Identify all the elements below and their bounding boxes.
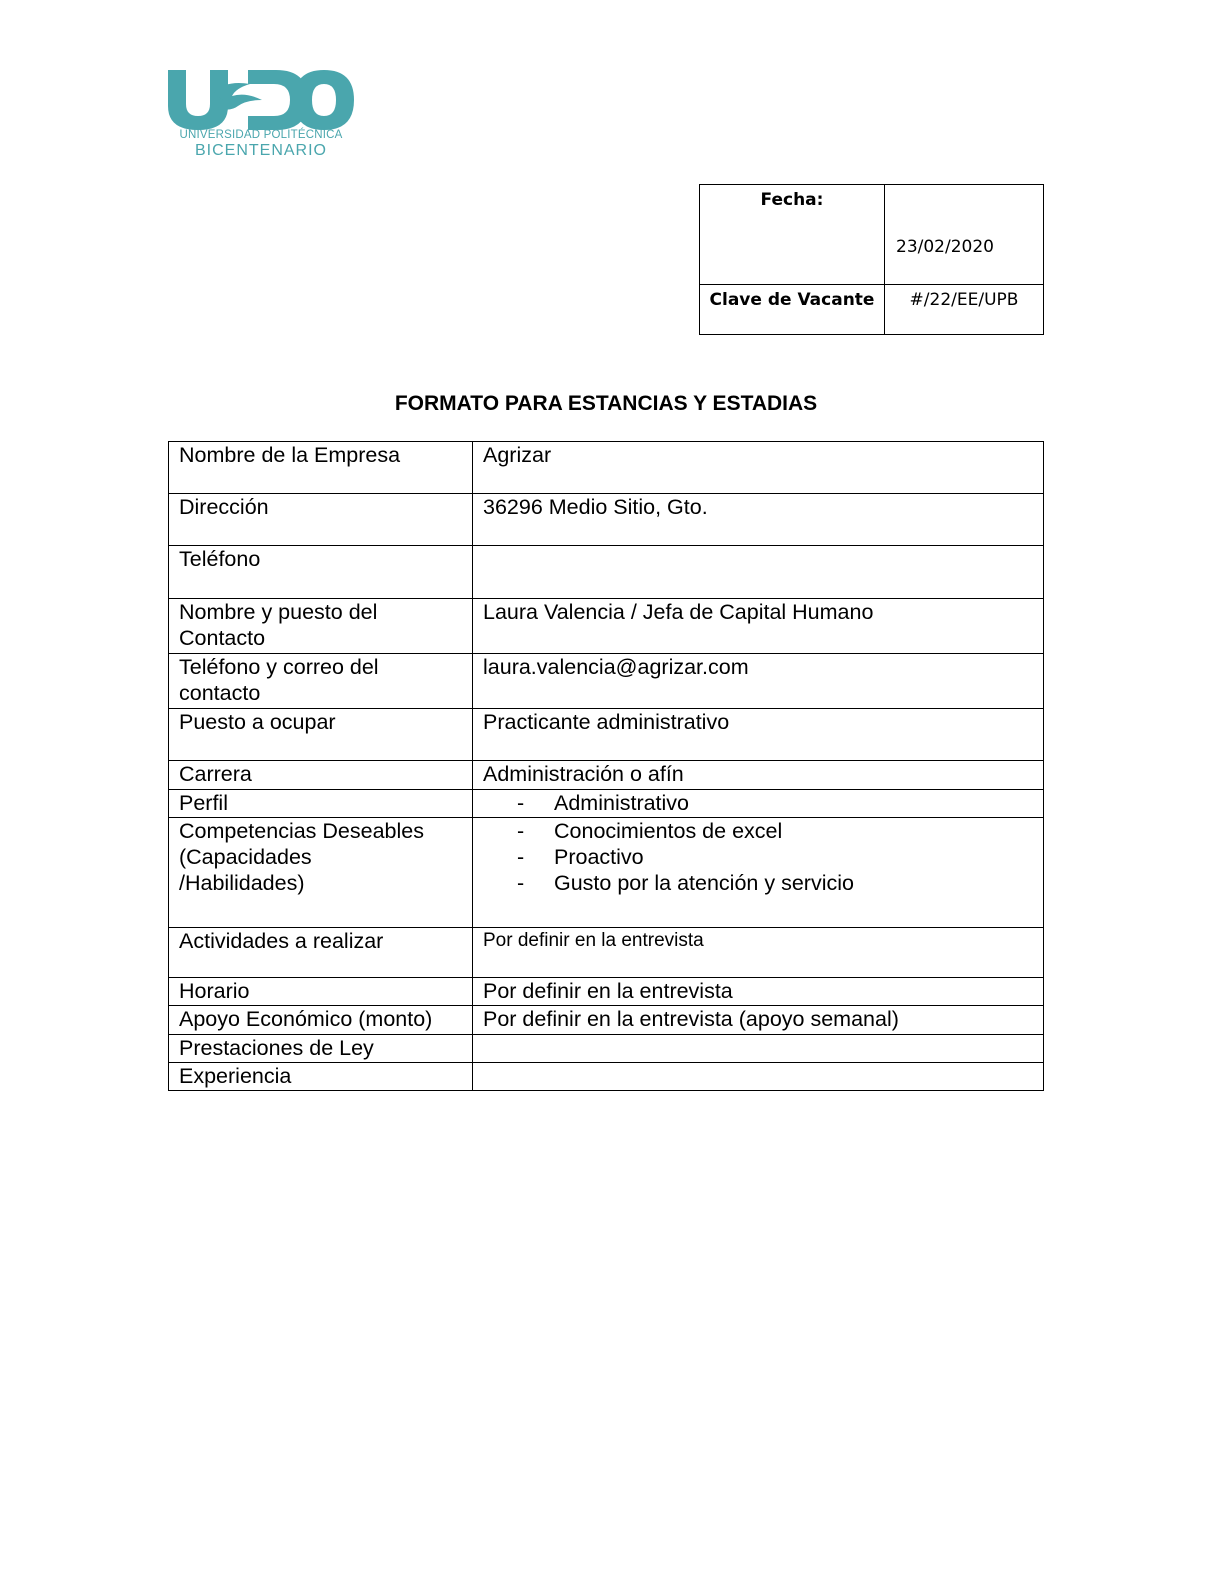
contacto-value: Laura Valencia / Jefa de Capital Humano — [473, 599, 1044, 654]
competencia-item-text: Conocimientos de excel — [554, 819, 783, 843]
experiencia-value — [473, 1063, 1044, 1091]
vacancy-details-table — [168, 441, 1044, 1091]
puesto-label: Puesto a ocupar — [169, 709, 473, 761]
empresa-label: Nombre de la Empresa — [169, 442, 473, 494]
empresa-value: Agrizar — [473, 442, 1044, 494]
table-row — [169, 654, 1044, 709]
correo-value: laura.valencia@agrizar.com — [473, 654, 1044, 709]
table-row — [169, 494, 1044, 546]
contacto-label-line2: Contacto — [179, 626, 266, 650]
bullet-dash: - — [517, 845, 525, 869]
vacancy-meta-table — [699, 184, 1044, 335]
apoyo-label: Apoyo Económico (monto) — [169, 1006, 473, 1035]
fecha-row — [700, 185, 1044, 285]
carrera-label: Carrera — [169, 761, 473, 790]
competencia-item-text: Proactivo — [554, 845, 644, 869]
list-item — [483, 870, 1043, 896]
puesto-value: Practicante administrativo — [473, 709, 1044, 761]
table-row — [169, 790, 1044, 818]
list-item — [483, 844, 1043, 870]
table-row — [169, 761, 1044, 790]
university-logo — [166, 66, 358, 162]
competencias-label-line2: (Capacidades — [179, 845, 312, 869]
bullet-dash: - — [517, 871, 525, 895]
prestaciones-label: Prestaciones de Ley — [169, 1035, 473, 1063]
actividades-label: Actividades a realizar — [169, 928, 473, 978]
logo-university-text: UNIVERSIDAD POLITÉCNICA — [179, 129, 343, 141]
perfil-item-text: Administrativo — [554, 791, 690, 815]
competencias-value — [473, 818, 1044, 928]
apoyo-value: Por definir en la entrevista (apoyo semanal) — [473, 1006, 1044, 1035]
experiencia-label: Experiencia — [169, 1063, 473, 1091]
competencias-label-line1: Competencias Deseables — [179, 819, 424, 843]
horario-value: Por definir en la entrevista — [473, 978, 1044, 1006]
correo-label-line2: contacto — [179, 681, 261, 705]
clave-value: #/22/EE/UPB — [885, 285, 1044, 335]
perfil-value — [473, 790, 1044, 818]
contacto-label-line1: Nombre y puesto del — [179, 600, 378, 624]
bullet-dash: - — [517, 819, 525, 843]
table-row — [169, 1006, 1044, 1035]
table-row — [169, 818, 1044, 928]
table-row — [169, 978, 1044, 1006]
logo-bicentenario-text: BICENTENARIO — [194, 142, 327, 159]
competencias-label-line3: /Habilidades) — [179, 871, 305, 895]
fecha-value: 23/02/2020 — [885, 185, 1044, 285]
form-title: FORMATO PARA ESTANCIAS Y ESTADIAS — [394, 392, 818, 415]
competencia-item-text: Gusto por la atención y servicio — [554, 871, 854, 895]
table-row — [169, 546, 1044, 599]
table-row — [169, 1063, 1044, 1091]
prestaciones-value — [473, 1035, 1044, 1063]
table-row — [169, 442, 1044, 494]
telefono-value — [473, 546, 1044, 599]
list-item — [483, 790, 1043, 816]
contacto-label — [169, 599, 473, 654]
correo-label — [169, 654, 473, 709]
table-row — [169, 1035, 1044, 1063]
correo-label-line1: Teléfono y correo del — [179, 655, 379, 679]
fecha-label: Fecha: — [700, 185, 885, 285]
telefono-label: Teléfono — [169, 546, 473, 599]
direccion-value: 36296 Medio Sitio, Gto. — [473, 494, 1044, 546]
carrera-value: Administración o afín — [473, 761, 1044, 790]
table-row — [169, 928, 1044, 978]
clave-row — [700, 285, 1044, 335]
table-row — [169, 709, 1044, 761]
direccion-label: Dirección — [169, 494, 473, 546]
actividades-value: Por definir en la entrevista — [473, 928, 1044, 978]
bullet-dash: - — [517, 791, 525, 815]
horario-label: Horario — [169, 978, 473, 1006]
table-row — [169, 599, 1044, 654]
competencias-label — [169, 818, 473, 928]
list-item — [483, 818, 1043, 844]
upb-logo-icon — [166, 66, 356, 130]
perfil-label: Perfil — [169, 790, 473, 818]
clave-label: Clave de Vacante — [700, 285, 885, 335]
